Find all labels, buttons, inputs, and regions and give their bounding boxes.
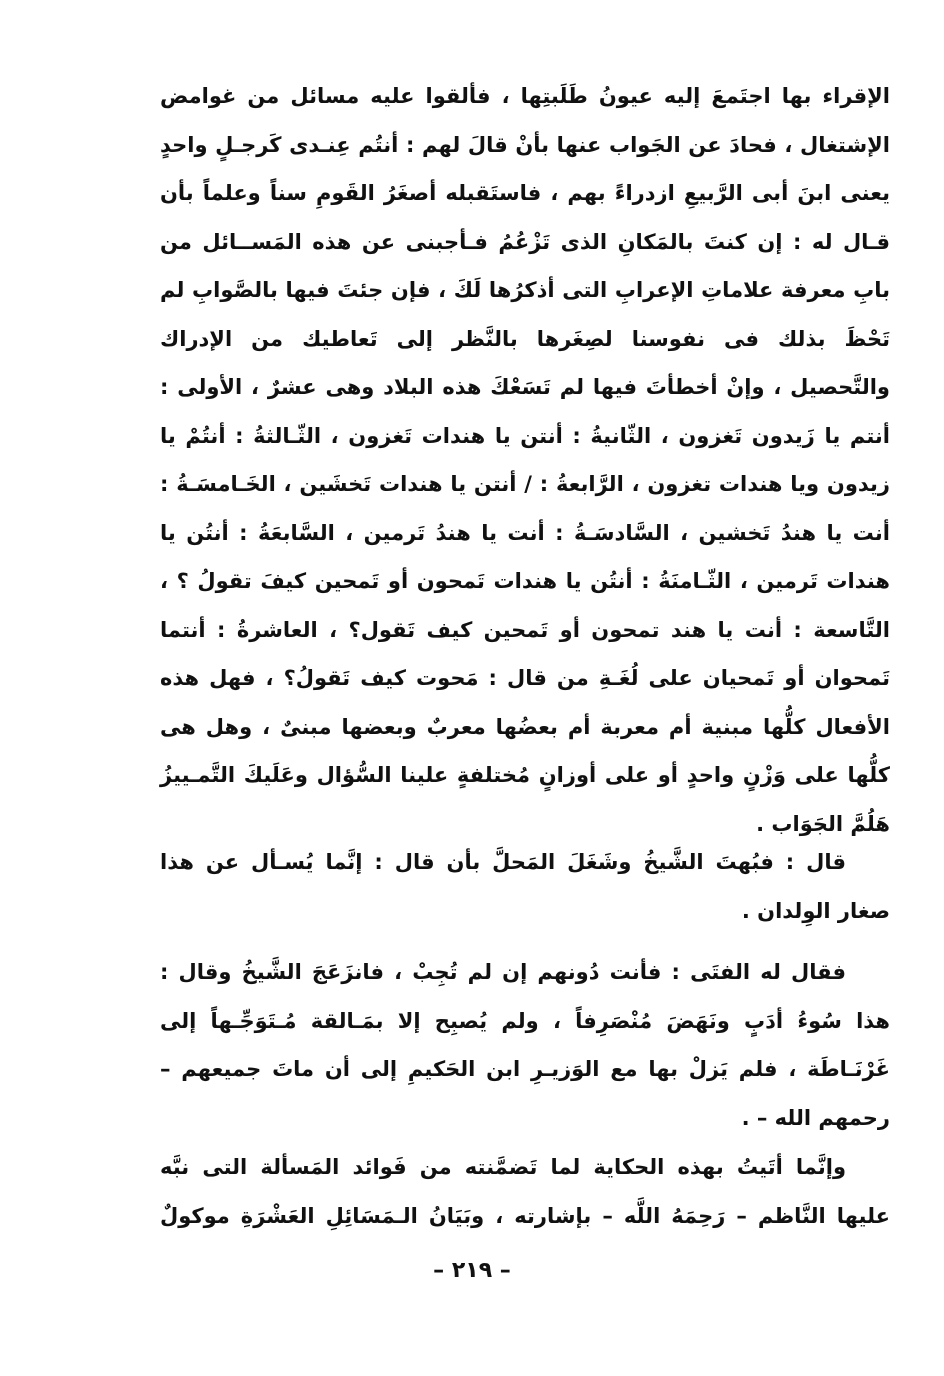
paragraph-4: وإنَّما أتَيتُ بهذه الحكاية لما تَضمَّنته من فَوائد المَسألة التى نبَّه عليها النَّاظم – رَحِمَهُ اللَّه – بإشارته ، وبَيَانُ الـمَسَائِلِ العَشْرَةِ موكولٌ [160,1155,890,1228]
page-number: – ٢١٩ – [433,1258,511,1283]
paragraph-2: قال : فبُهتَ الشَّيخُ وشَغَلَ المَحلَّ بأن قال : إنَّما يُسـأل عن هذا صغار الوِلدان . [160,850,890,923]
paragraph-1: الإقراء بها اجتَمعَ إليه عيونُ طَلَبتِها ، فألقوا عليه مسائل من غوامض الإشتغال ، فحادَ عن الجَواب عنها بأنْ قالَ لهم : أنتُم عِنـدى كَرجـلٍ واحدٍ يعنى ابنَ أبى الرَّبيعِ ازدراءً بهم ، فاستَقبله أصغَرُ القَومِ سناً وعلماً بأن قـال له : إن كنتَ بالمَكانِ الذى تَزْعُمُ فـأجبنى عن هذه المَســائل من بابِ معرفة علاماتِ الإعرابِ التى أذكرُها لَكَ ، فإن جئتَ فيها بالصَّوابِ لم تَحْظَ بذلك فى نفوسنا لصِغَرها بالنَّظر إلى تَعاطيك من الإدراك والتَّحصيل ، وإنْ أخطأتَ فيها لم تَسَعْكَ هذه البلاد وهى عشرٌ ، الأولى : أنتم يا زَيدون تَغزون ، الثّانيةُ : أنتن يا هندات تَغزون ، الثّـالثةُ : أنتُمْ يا زيدون ويا هندات تغزون ، الرَّابعةُ : / أنتن يا هندات تَخشَين ، الخَـامسَـةُ : أنت يا هندُ تَخشين ، السَّادسَـةُ : أنت يا هندُ تَرمين ، السَّابعَةُ : أنتُن يا هندات تَرمين ، الثّـامنَةُ : أنتُن يا هندات تَمحون أو تَمحين كيفَ تقولُ ؟ ، التَّاسعة : أنت يا هند تمحون أو تَمحين كيف تَقول؟ ، العاشرةُ : أنتما تَمحوان أو تَمحيان على لُغَـةِ من قال : مَحوت كيف تَقولُ؟ ، فهل هذه الأفعال كلُّها مبنية أم معربة أم بعضُها معربٌ وبعضها مبنىٌ ، وهل هى كلُّها على وَزْنٍ واحدٍ أو على أوزانٍ مُختلفةٍ علينا السُّؤال وعَلَيكَ التَّمـييزُ هَلُمَّ الجَوَاب . [160,84,890,836]
paragraph-3: فقال له الفتَى : فأنت دُونهم إن لم تُجِبْ ، فانزَعَجَ الشَّيخُ وقال : هذا سُوءُ أدَبٍ ونَهَضَ مُنْصَرِفاً ، ولم يُصبِح إلا بمَـالقة مُـتَوَجِّـهاً إلى غَرْنَـاطَة ، فلم يَزلْ بها مع الوَزيـرِ ابن الحَكيمِ إلى أن ماتَ جميعهم – رحمهم الله – . [160,960,890,1130]
